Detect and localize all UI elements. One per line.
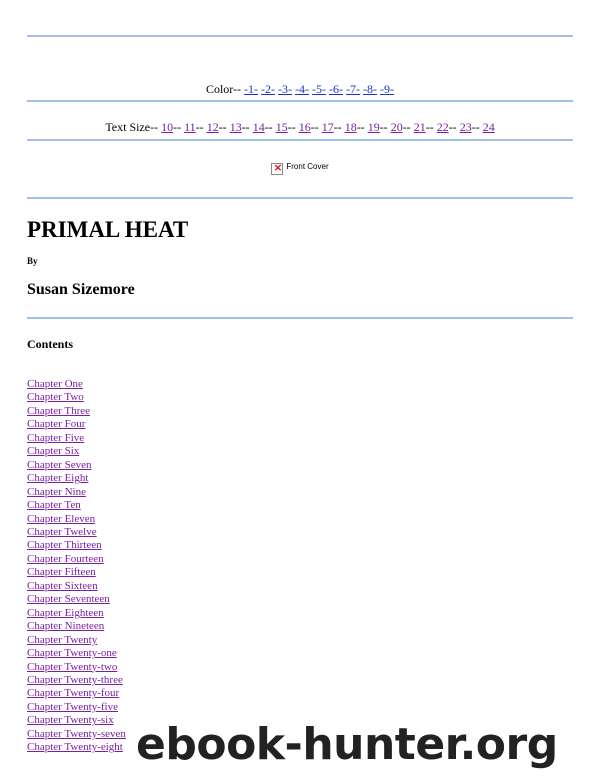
text-size-separator: -- — [356, 120, 365, 134]
toc-item — [27, 486, 126, 499]
chapter-link-8[interactable]: Chapter Eight — [27, 472, 89, 485]
toc-item — [27, 539, 126, 552]
text-size-link-12[interactable]: 12 — [206, 120, 219, 134]
toc-item — [27, 634, 126, 647]
toc-item — [27, 607, 126, 620]
toc-item — [27, 593, 126, 606]
text-size-link-10[interactable]: 10 — [161, 120, 174, 134]
text-size-selector — [0, 120, 600, 134]
color-link-7[interactable]: -7- — [346, 82, 361, 96]
text-size-link-21[interactable]: 21 — [413, 120, 426, 134]
toc-item — [27, 405, 126, 418]
divider-after-text-size — [27, 139, 573, 141]
text-size-separator: -- — [264, 120, 273, 134]
text-size-link-13[interactable]: 13 — [229, 120, 242, 134]
text-size-link-18[interactable]: 18 — [344, 120, 357, 134]
text-size-separator: -- — [287, 120, 296, 134]
toc-item — [27, 499, 126, 512]
text-size-separator: -- — [448, 120, 457, 134]
toc-item — [27, 580, 126, 593]
chapter-link-19[interactable]: Chapter Nineteen — [27, 620, 105, 633]
toc-item — [27, 553, 126, 566]
toc-item — [27, 647, 126, 660]
chapter-link-3[interactable]: Chapter Three — [27, 404, 91, 417]
color-link-6[interactable]: -6- — [329, 82, 344, 96]
chapter-link-5[interactable]: Chapter Five — [27, 431, 85, 444]
chapter-link-7[interactable]: Chapter Seven — [27, 458, 92, 471]
front-cover-image — [0, 160, 600, 174]
color-link-2[interactable]: -2- — [261, 82, 276, 96]
text-size-separator: -- — [333, 120, 342, 134]
text-size-separator: -- — [402, 120, 411, 134]
text-size-link-20[interactable]: 20 — [390, 120, 403, 134]
text-size-link-16[interactable]: 16 — [298, 120, 311, 134]
chapter-link-22[interactable]: Chapter Twenty-two — [27, 660, 118, 673]
by-label: By — [27, 256, 38, 266]
text-size-separator: -- — [425, 120, 434, 134]
chapter-link-4[interactable]: Chapter Four — [27, 418, 86, 431]
toc-item — [27, 432, 126, 445]
toc-item — [27, 513, 126, 526]
toc-item — [27, 620, 126, 633]
divider-after-color — [27, 100, 573, 102]
text-size-link-11[interactable]: 11 — [184, 120, 196, 134]
chapter-link-16[interactable]: Chapter Sixteen — [27, 579, 98, 592]
chapter-link-24[interactable]: Chapter Twenty-four — [27, 687, 120, 700]
text-size-separator: -- — [173, 120, 182, 134]
text-size-separator: -- — [195, 120, 204, 134]
chapter-link-25[interactable]: Chapter Twenty-five — [27, 700, 118, 713]
chapter-link-13[interactable]: Chapter Thirteen — [27, 539, 102, 552]
text-size-label: Text Size-- — [105, 120, 159, 134]
toc-item — [27, 459, 126, 472]
chapter-link-27[interactable]: Chapter Twenty-seven — [27, 727, 126, 740]
toc-item — [27, 674, 126, 687]
text-size-link-14[interactable]: 14 — [252, 120, 265, 134]
toc-item — [27, 661, 126, 674]
toc-item — [27, 378, 126, 391]
text-size-link-17[interactable]: 17 — [321, 120, 334, 134]
text-size-link-24[interactable]: 24 — [482, 120, 495, 134]
toc-item — [27, 741, 126, 754]
text-size-separator: -- — [310, 120, 319, 134]
chapter-link-12[interactable]: Chapter Twelve — [27, 525, 97, 538]
toc-item — [27, 391, 126, 404]
text-size-separator: -- — [241, 120, 250, 134]
table-of-contents — [27, 378, 126, 755]
toc-item — [27, 566, 126, 579]
divider-after-cover — [27, 197, 573, 199]
chapter-link-11[interactable]: Chapter Eleven — [27, 512, 96, 525]
chapter-link-6[interactable]: Chapter Six — [27, 445, 80, 458]
chapter-link-1[interactable]: Chapter One — [27, 378, 83, 390]
watermark: ebook-hunter.org — [128, 719, 566, 771]
text-size-separator: -- — [379, 120, 388, 134]
text-size-link-22[interactable]: 22 — [436, 120, 449, 134]
color-link-1[interactable]: -1- — [244, 82, 259, 96]
chapter-link-18[interactable]: Chapter Eighteen — [27, 606, 104, 619]
color-label: Color-- — [205, 82, 242, 96]
toc-item — [27, 526, 126, 539]
toc-item — [27, 728, 126, 741]
divider-after-author — [27, 317, 573, 319]
color-selector — [0, 82, 600, 96]
chapter-link-10[interactable]: Chapter Ten — [27, 499, 81, 512]
color-link-5[interactable]: -5- — [312, 82, 327, 96]
toc-item — [27, 472, 126, 485]
text-size-separator: -- — [218, 120, 227, 134]
chapter-link-15[interactable]: Chapter Fifteen — [27, 566, 96, 579]
broken-image-icon — [271, 163, 283, 175]
book-title: PRIMAL HEAT — [27, 217, 189, 242]
chapter-link-17[interactable]: Chapter Seventeen — [27, 593, 110, 606]
toc-item — [27, 445, 126, 458]
contents-heading: Contents — [27, 337, 74, 351]
chapter-link-26[interactable]: Chapter Twenty-six — [27, 714, 114, 727]
chapter-link-28[interactable]: Chapter Twenty-eight — [27, 741, 123, 754]
author-name: Susan Sizemore — [27, 281, 135, 298]
toc-item — [27, 701, 126, 714]
text-size-link-19[interactable]: 19 — [367, 120, 380, 134]
color-link-9[interactable]: -9- — [380, 82, 395, 96]
toc-item — [27, 687, 126, 700]
chapter-link-23[interactable]: Chapter Twenty-three — [27, 673, 123, 686]
text-size-separator: -- — [471, 120, 480, 134]
top-divider — [27, 35, 573, 37]
chapter-link-9[interactable]: Chapter Nine — [27, 485, 86, 498]
toc-item — [27, 418, 126, 431]
chapter-link-20[interactable]: Chapter Twenty — [27, 633, 98, 646]
color-link-4[interactable]: -4- — [295, 82, 310, 96]
chapter-link-21[interactable]: Chapter Twenty-one — [27, 647, 117, 660]
text-size-link-23[interactable]: 23 — [459, 120, 472, 134]
chapter-link-14[interactable]: Chapter Fourteen — [27, 552, 104, 565]
chapter-link-2[interactable]: Chapter Two — [27, 391, 84, 404]
front-cover-alt-text: Front Cover — [286, 162, 329, 171]
text-size-link-15[interactable]: 15 — [275, 120, 288, 134]
color-link-3[interactable]: -3- — [278, 82, 293, 96]
toc-item — [27, 714, 126, 727]
color-link-8[interactable]: -8- — [363, 82, 378, 96]
